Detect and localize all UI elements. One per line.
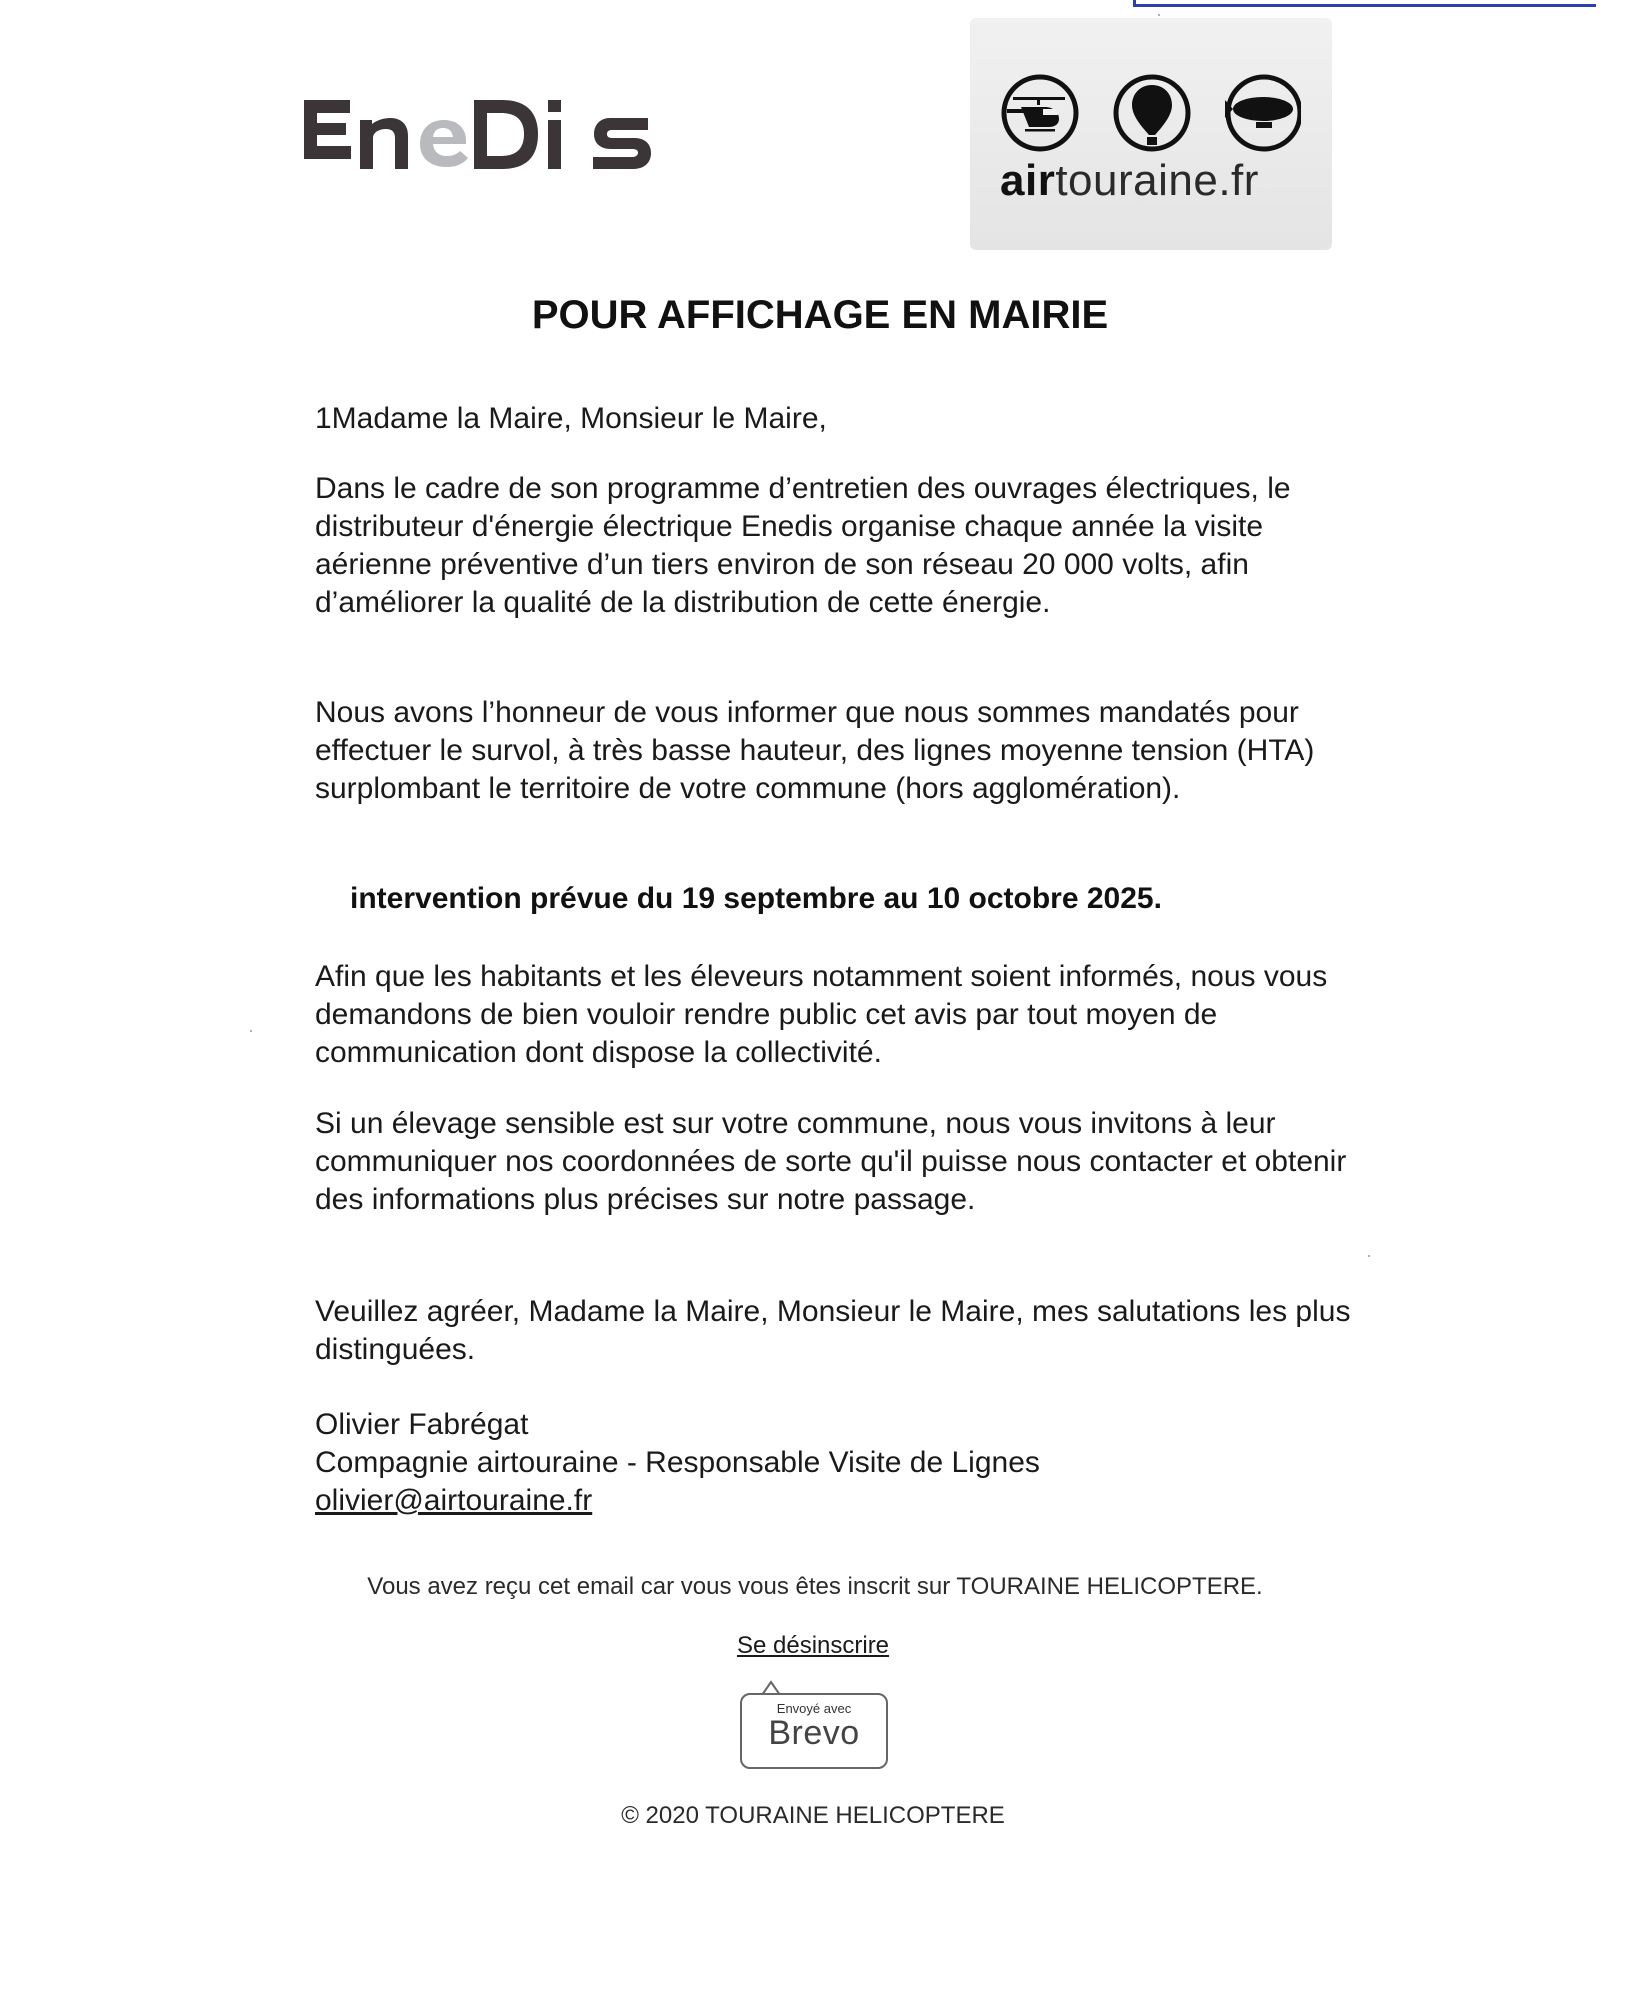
brevo-badge-brand: Brevo (768, 1714, 860, 1752)
letter-greeting: 1Madame la Maire, Monsieur le Maire, (315, 402, 827, 435)
page-title: POUR AFFICHAGE EN MAIRIE (531, 293, 1109, 337)
aircraft-icons (1001, 73, 1301, 153)
signature-email-link[interactable]: olivier@airtouraine.fr (315, 1484, 593, 1517)
unsubscribe-link[interactable]: Se désinscrire (736, 1632, 890, 1659)
scan-speck (1368, 1255, 1370, 1257)
helicopter-icon (1007, 97, 1065, 132)
enedis-logo (300, 92, 660, 172)
airtouraine-wordmark: airtouraine.fr (1000, 156, 1259, 205)
letter-paragraph-1: Dans le cadre de son programme d’entretien des ouvrages électriques, le distributeur d'énergie électrique Enedis organise chaque année la visite aérienne préventive d’un tiers environ de son réseau 20 000 volts, afin d’améliorer la qualité de la distribution de cette énergie. (315, 472, 1291, 619)
letter-closing: Veuillez agréer, Madame la Maire, Monsieur le Maire, mes salutations les plus distinguées. (315, 1295, 1351, 1366)
signature-block (315, 1406, 1355, 1520)
letter-paragraph-2: Nous avons l’honneur de vous informer que nous sommes mandatés pour effectuer le survol, à très basse hauteur, des lignes moyenne tension (HTA) surplombant le territoire de votre commune (hors agglomération). (315, 696, 1315, 805)
footer-note: Vous avez reçu cet email car vous vous êtes inscrit sur TOURAINE HELICOPTERE. (367, 1573, 1263, 1600)
scan-edge-mark (1133, 0, 1596, 7)
copyright: © 2020 TOURAINE HELICOPTERE (621, 1802, 1005, 1829)
unsubscribe-row (0, 1632, 1626, 1660)
brevo-badge-small-text: Envoyé avec (776, 1701, 852, 1716)
letter-paragraph-4: Si un élevage sensible est sur votre commune, nous vous invitons à leur communiquer nos coordonnées de sorte qu'il puisse nous contacter et obtenir des informations plus précises sur notre passage. (315, 1107, 1347, 1216)
signature-name: Olivier Fabrégat (315, 1408, 529, 1441)
intervention-dates: intervention prévue du 19 septembre au 10 octobre 2025. (350, 882, 1162, 915)
scan-speck (250, 1030, 252, 1032)
signature-role: Compagnie airtouraine - Responsable Visite de Lignes (315, 1446, 1040, 1479)
airtouraine-logo (970, 18, 1332, 250)
hot-air-balloon-icon (1132, 85, 1172, 145)
scan-speck (1158, 14, 1160, 16)
letter-paragraph-3: Afin que les habitants et les éleveurs notamment soient informés, nous vous demandons de bien vouloir rendre public cet avis par tout moyen de communication dont dispose la collectivité. (315, 960, 1328, 1069)
airship-icon (1225, 97, 1293, 128)
brevo-badge[interactable] (740, 1693, 888, 1769)
